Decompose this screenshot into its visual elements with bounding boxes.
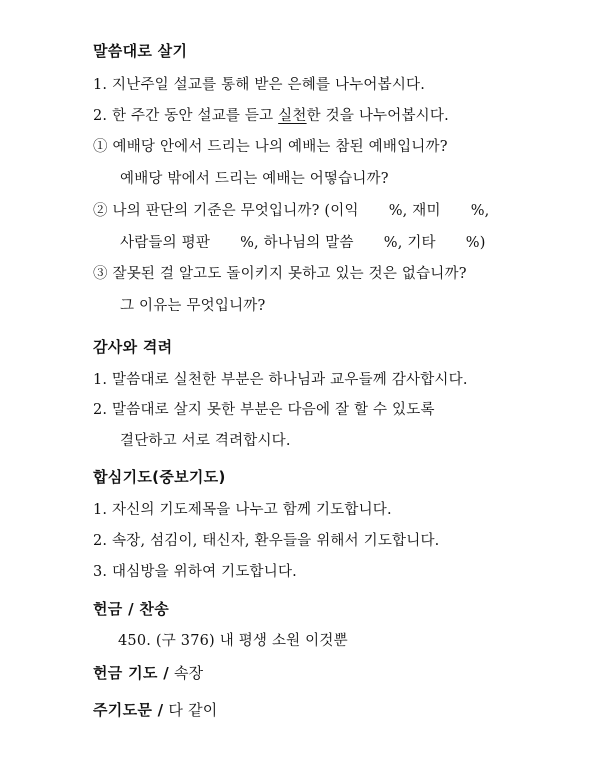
offering-prayer-line: [93, 663, 203, 684]
section-heading-prayer: 합심기도(중보기도): [93, 468, 226, 486]
living-word-item-1: 1. 지난주일 설교를 통해 받은 은혜를 나누어봅시다.: [93, 77, 426, 93]
question-2-fun: %, 재미: [388, 203, 441, 219]
question-2-word: %, 하나님의 말씀: [240, 235, 354, 251]
question-2-other: %, 기타: [383, 235, 436, 251]
question-2-line-1: [93, 201, 490, 221]
section-heading-living-word: 말씀대로 살기: [93, 42, 188, 60]
hymn-line: 450. (구 376) 내 평생 소원 이것뿐: [118, 633, 348, 649]
living-word-item-2-start: 2. 한 주간 동안 설교를 듣고: [93, 108, 279, 124]
benediction-participants: 다 같이: [163, 701, 218, 719]
prayer-item-3: 3. 대심방을 위하여 기도합니다.: [93, 564, 297, 580]
offering-prayer-heading: 헌금 기도 /: [93, 664, 169, 682]
prayer-item-2: 2. 속장, 섬김이, 태신자, 환우들을 위해서 기도합니다.: [93, 533, 440, 549]
question-2-fun-end: %,: [470, 203, 490, 219]
offering-prayer-leader: 속장: [168, 664, 204, 682]
question-1-line-2: 예배당 밖에서 드리는 예배는 어떻습니까?: [120, 171, 389, 187]
question-3-line-2: 그 이유는 무엇입니까?: [120, 298, 266, 314]
question-2-text: ② 나의 판단의 기준은 무엇입니까? (이익: [93, 203, 359, 219]
living-word-item-2: [93, 106, 449, 126]
section-heading-offering: 헌금 / 찬송: [93, 600, 169, 618]
question-2-line-2: [120, 233, 486, 253]
question-2-reputation: 사람들의 평판: [120, 235, 211, 251]
thanks-item-2-line-1: 2. 말씀대로 살지 못한 부분은 다음에 잘 할 수 있도록: [93, 402, 435, 418]
benediction-line: [93, 700, 217, 721]
benediction-heading: 주기도문 /: [93, 701, 164, 719]
living-word-item-2-underlined: 실천: [278, 108, 307, 124]
living-word-item-2-end: 한 것을 나누어봅시다.: [306, 108, 449, 124]
thanks-item-1: 1. 말씀대로 실천한 부분은 하나님과 교우들께 감사합시다.: [93, 372, 468, 388]
question-1-line-1: ① 예배당 안에서 드리는 나의 예배는 참된 예배입니까?: [93, 139, 448, 155]
thanks-item-2-line-2: 결단하고 서로 격려합시다.: [120, 433, 291, 449]
prayer-item-1: 1. 자신의 기도제목을 나누고 함께 기도합니다.: [93, 502, 392, 518]
section-heading-thanks: 감사와 격려: [93, 338, 173, 356]
question-2-end: %): [465, 235, 486, 251]
question-3-line-1: ③ 잘못된 걸 알고도 돌이키지 못하고 있는 것은 없습니까?: [93, 266, 467, 282]
